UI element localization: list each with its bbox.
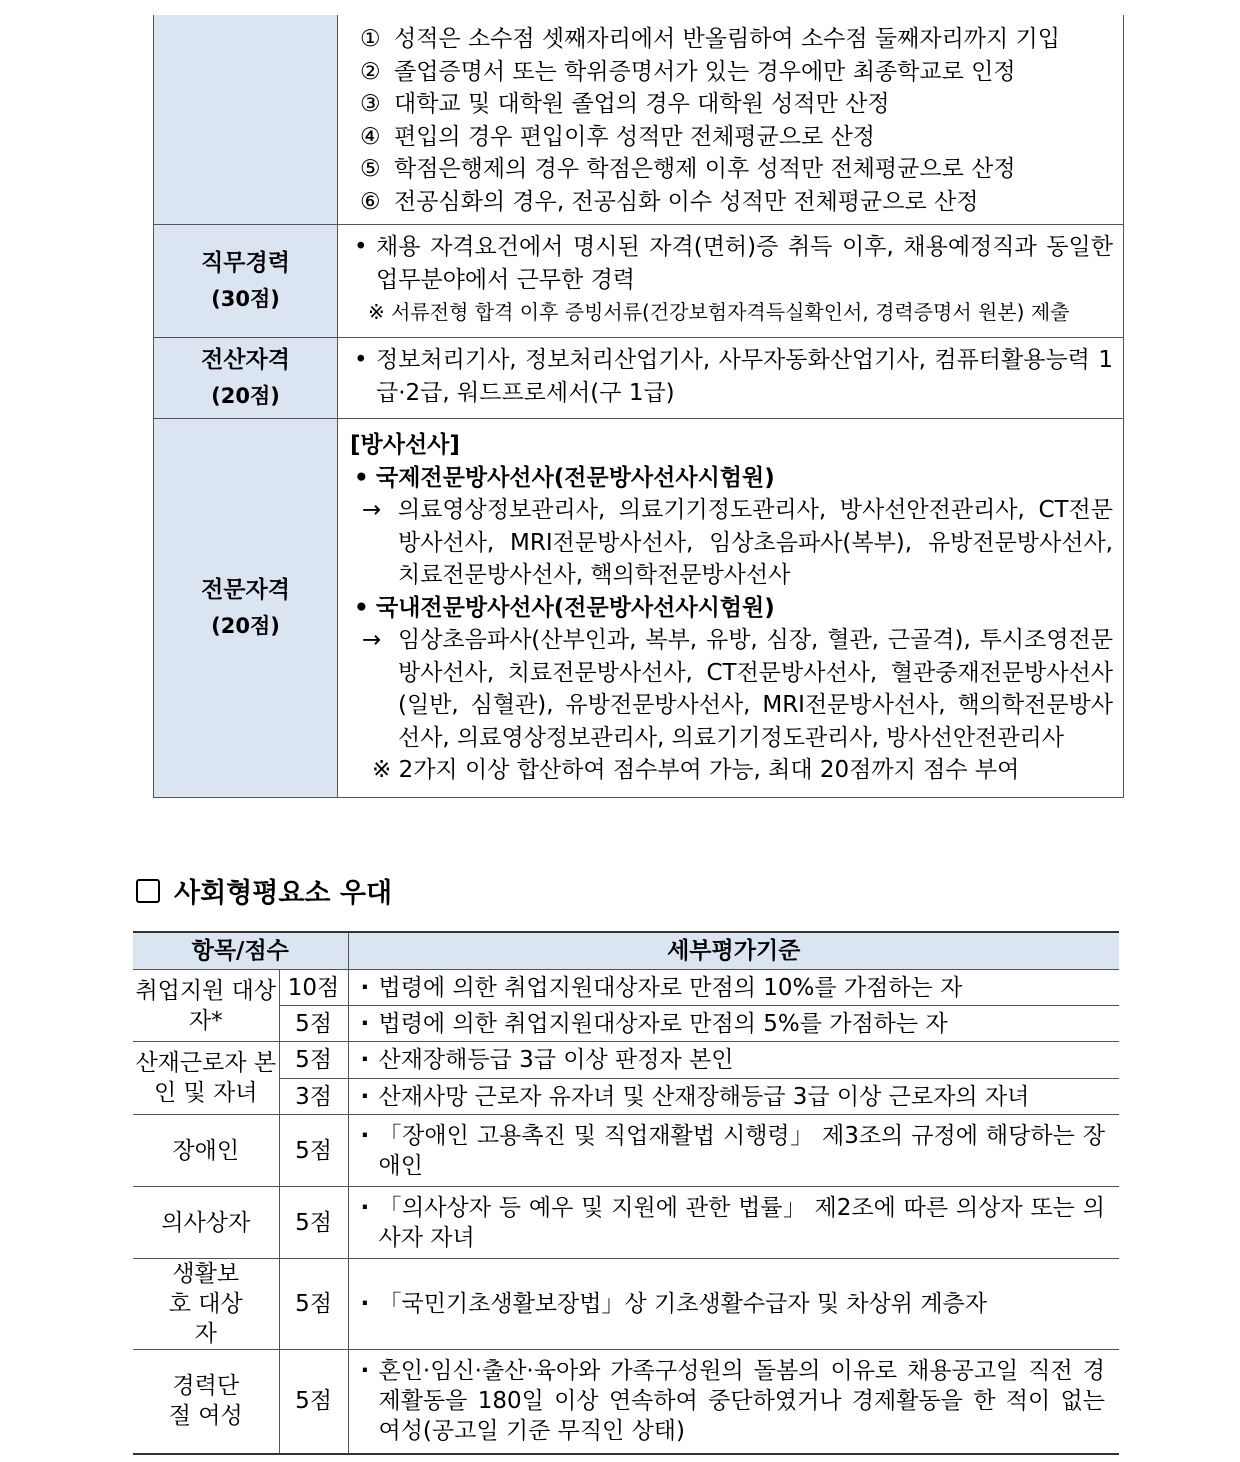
computer-title: 전산자격 (201, 347, 290, 373)
table-row (133, 1006, 1119, 1042)
table-row (133, 1115, 1119, 1187)
score-cell: 5점 (279, 1259, 348, 1350)
criteria-cell: · 산재사망 근로자 유자녀 및 산재장해등급 3급 이상 근로자의 자녀 (348, 1079, 1119, 1115)
table-row (133, 1042, 1119, 1079)
score-cell: 5점 (279, 1350, 348, 1454)
radiographer-heading: [방사선사] (350, 432, 460, 458)
table-header-row (133, 932, 1119, 970)
square-bullet-icon (136, 879, 160, 903)
computer-row (154, 338, 1124, 419)
computer-header-cell (154, 338, 338, 419)
career-title: 직무경력 (201, 250, 290, 276)
table-row (133, 970, 1119, 1006)
score-cell: 3점 (279, 1079, 348, 1115)
rule-item: ⑥ 전공심화의 경우, 전공심화 이수 성적만 전체평균으로 산정 (360, 188, 979, 215)
career-row (154, 225, 1124, 338)
license-row (154, 419, 1124, 798)
license-cell (338, 419, 1124, 798)
score-cell: 5점 (279, 1187, 348, 1259)
license-note: ※ 2가지 이상 합산하여 점수부여 가능, 최대 20점까지 점수 부여 (372, 757, 1020, 783)
header-item-score: 항목/점수 (133, 932, 348, 970)
category-cell: 의사상자 (133, 1187, 279, 1259)
category-cell: 생활보호 대상자 (133, 1259, 279, 1350)
dom-title: • 국내전문방사선사(전문방사선사시험원) (350, 592, 1113, 625)
criteria-cell: · 법령에 의한 취업지원대상자로 만점의 10%를 가점하는 자 (348, 970, 1119, 1006)
criteria-cell: · 「국민기초생활보장법」상 기초생활수급자 및 차상위 계층자 (348, 1259, 1119, 1350)
dom-list: → 임상초음파사(산부인과, 복부, 유방, 심장, 혈관, 근골격), 투시조영전문방사선사, 치료전문방사선사, CT전문방사선사, 혈관중재전문방사선사(일반, 심혈관), 유방전문방사선사, MRI전문방사선사, 핵의학전문방사선사, 의료영상정보관리사, 의료기기정도관리사, 방사선안전관리사 (362, 627, 1113, 751)
license-points: (20점) (211, 613, 280, 638)
rule-item: ④ 편입의 경우 편입이후 성적만 전체평균으로 산정 (360, 123, 875, 150)
rule-item: ① 성적은 소수점 셋째자리에서 반올림하여 소수점 둘째자리까지 기입 (360, 26, 1060, 52)
rule-item: ③ 대학교 및 대학원 졸업의 경우 대학원 성적만 산정 (360, 91, 890, 117)
score-cell: 5점 (279, 1115, 348, 1187)
grade-rules-row (154, 15, 1124, 225)
category-cell: 취업지원 대상자* (133, 970, 279, 1042)
career-header-cell (154, 225, 338, 338)
computer-points: (20점) (211, 384, 280, 408)
computer-bullet: • 정보처리기사, 정보처리산업기사, 사무자동화산업기사, 컴퓨터활용능력 1급·2급, 워드프로세서(구 1급) (350, 344, 1113, 409)
criteria-cell: · 산재장해등급 3급 이상 판정자 본인 (348, 1042, 1119, 1079)
category-cell: 경력단절 여성 (133, 1350, 279, 1454)
score-cell: 5점 (279, 1006, 348, 1042)
intl-title: • 국제전문방사선사(전문방사선사시험원) (350, 462, 1113, 495)
criteria-cell: · 「장애인 고용촉진 및 직업재활법 시행령」 제3조의 규정에 해당하는 장애인 (348, 1115, 1119, 1187)
criteria-cell: · 「의사상자 등 예우 및 지원에 관한 법률」 제2조에 따른 의상자 또는 의사자 자녀 (348, 1187, 1119, 1259)
license-header-cell (154, 419, 338, 798)
table-row (133, 1079, 1119, 1115)
rule-item: ② 졸업증명서 또는 학위증명서가 있는 경우에만 최종학교로 인정 (360, 58, 1016, 85)
criteria-cell: · 혼인·임신·출산·육아와 가족구성원의 돌봄의 이유로 채용공고일 직전 경제활동을 180일 이상 연속하여 중단하였거나 경제활동을 한 적이 없는 여성(공고일 기준 무직인 상태) (348, 1350, 1119, 1454)
computer-cell (338, 338, 1124, 419)
score-criteria-table (153, 15, 1124, 798)
license-title: 전문자격 (201, 576, 290, 603)
section-title: 사회형평요소 우대 (174, 878, 393, 909)
score-cell: 10점 (279, 970, 348, 1006)
career-cell (338, 225, 1124, 338)
table-row (133, 1350, 1119, 1454)
category-cell: 산재근로자 본인 및 자녀 (133, 1042, 279, 1115)
table-row (133, 1187, 1119, 1259)
category-cell: 장애인 (133, 1115, 279, 1187)
career-bullet: • 채용 자격요건에서 명시된 자격(면허)증 취득 이후, 채용예정직과 동일한 업무분야에서 근무한 경력 (350, 231, 1113, 296)
section-heading (136, 874, 392, 914)
grade-rules-cell (338, 15, 1124, 225)
social-equity-table (133, 931, 1119, 1455)
career-points: (30점) (211, 287, 280, 311)
score-cell: 5점 (279, 1042, 348, 1079)
criteria-cell: · 법령에 의한 취업지원대상자로 만점의 5%를 가점하는 자 (348, 1006, 1119, 1042)
rule-item: ⑤ 학점은행제의 경우 학점은행제 이후 성적만 전체평균으로 산정 (360, 156, 1016, 182)
intl-list: → 의료영상정보관리사, 의료기기정도관리사, 방사선안전관리사, CT전문방사선사, MRI전문방사선사, 임상초음파사(복부), 유방전문방사선사, 치료전문방사선사, 핵의학전문방사선사 (362, 497, 1113, 588)
header-criteria: 세부평가기준 (348, 932, 1119, 970)
grade-rules-header-cell (154, 15, 338, 225)
table-row (133, 1259, 1119, 1350)
career-note: ※ 서류전형 합격 이후 증빙서류(건강보험자격득실확인서, 경력증명서 원본) 제출 (368, 300, 1070, 324)
